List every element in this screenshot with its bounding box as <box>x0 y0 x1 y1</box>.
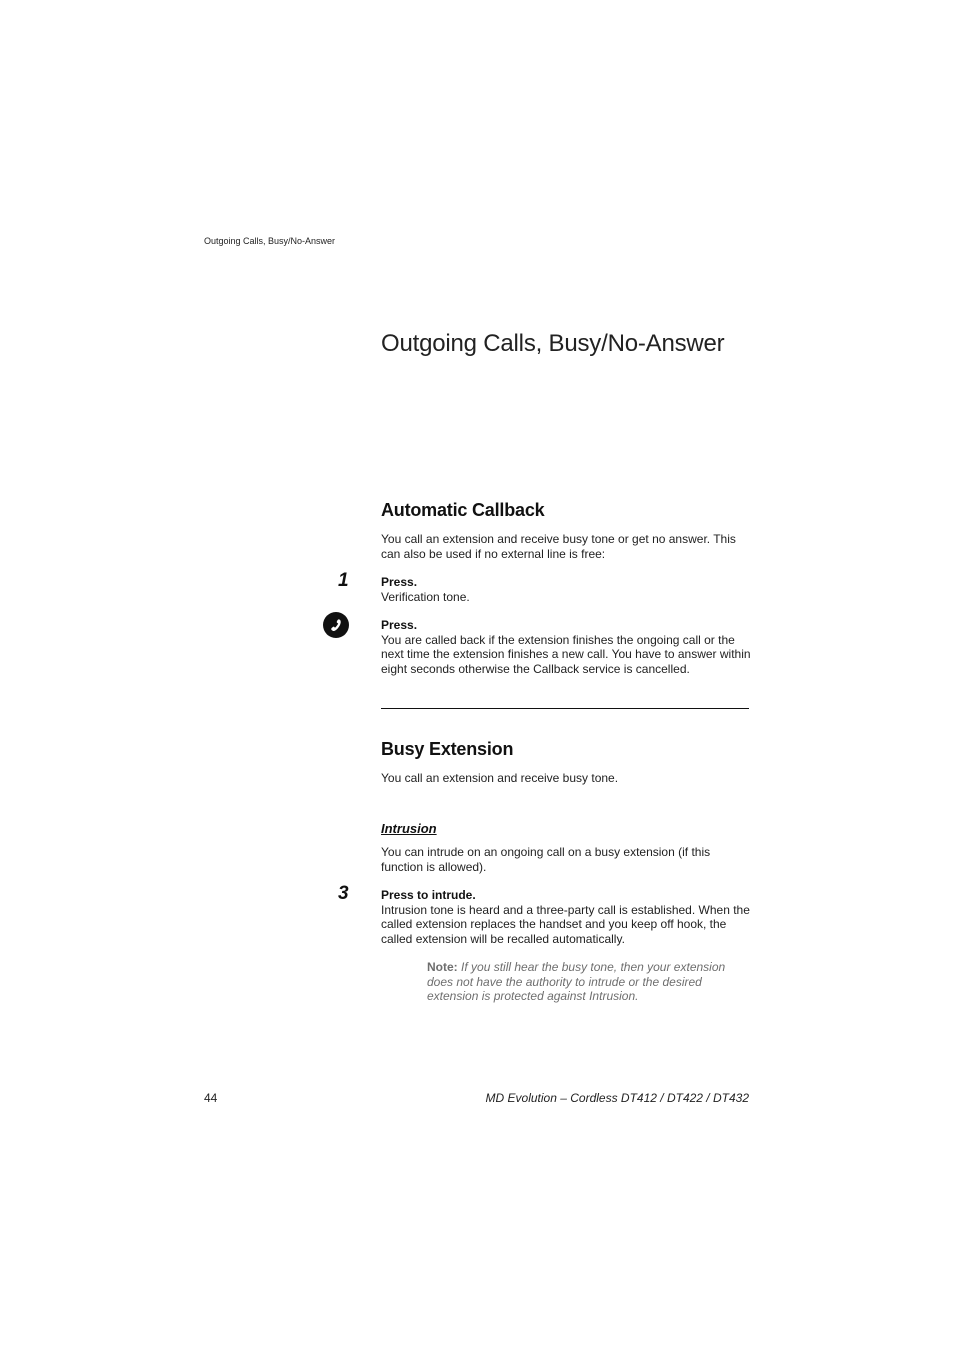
note-text: If you still hear the busy tone, then your extension does not have the authority to intrude or the desired extension is protected against Intrusion. <box>427 960 726 1003</box>
callback-step-1 <box>381 575 751 604</box>
running-header: Outgoing Calls, Busy/No-Answer <box>204 236 336 246</box>
busy-extension-intro: You call an extension and receive busy tone. <box>381 771 619 785</box>
page-title: Outgoing Calls, Busy/No-Answer <box>381 330 725 357</box>
callback-step-1-action: Press. <box>381 575 418 589</box>
key-1-icon: 1 <box>338 570 349 591</box>
intrusion-step <box>381 888 751 946</box>
callback-step-2-result: You are called back if the extension finishes the ongoing call or the next time the extension finishes a new call. You have to answer within eight seconds otherwise the Callback service is cancelled. <box>381 632 751 676</box>
document-title: MD Evolution – Cordless DT412 / DT422 / DT432 <box>485 1091 749 1105</box>
section-divider <box>381 708 749 709</box>
page-number: 44 <box>204 1091 218 1105</box>
callback-step-2-action: Press. <box>381 618 418 632</box>
section-heading-busy-extension: Busy Extension <box>381 739 514 759</box>
section-heading-automatic-callback: Automatic Callback <box>381 500 545 520</box>
intrusion-note <box>427 960 749 1004</box>
key-3-icon: 3 <box>338 883 349 904</box>
phone-handset-icon <box>323 612 349 638</box>
subheading-intrusion: Intrusion <box>381 821 437 836</box>
callback-step-2 <box>381 618 751 676</box>
automatic-callback-intro: You call an extension and receive busy tone or get no answer. This can also be used if no external line is free: <box>381 532 736 561</box>
intrusion-step-action: Press to intrude. <box>381 888 476 902</box>
intrusion-step-result: Intrusion tone is heard and a three-party call is established. When the called extension replaces the handset and you keep off hook, the called extension will be recalled automatically. <box>381 902 750 946</box>
intrusion-intro: You can intrude on an ongoing call on a busy extension (if this function is allowed). <box>381 845 711 874</box>
note-label: Note: <box>427 960 458 974</box>
callback-step-1-result: Verification tone. <box>381 589 470 604</box>
